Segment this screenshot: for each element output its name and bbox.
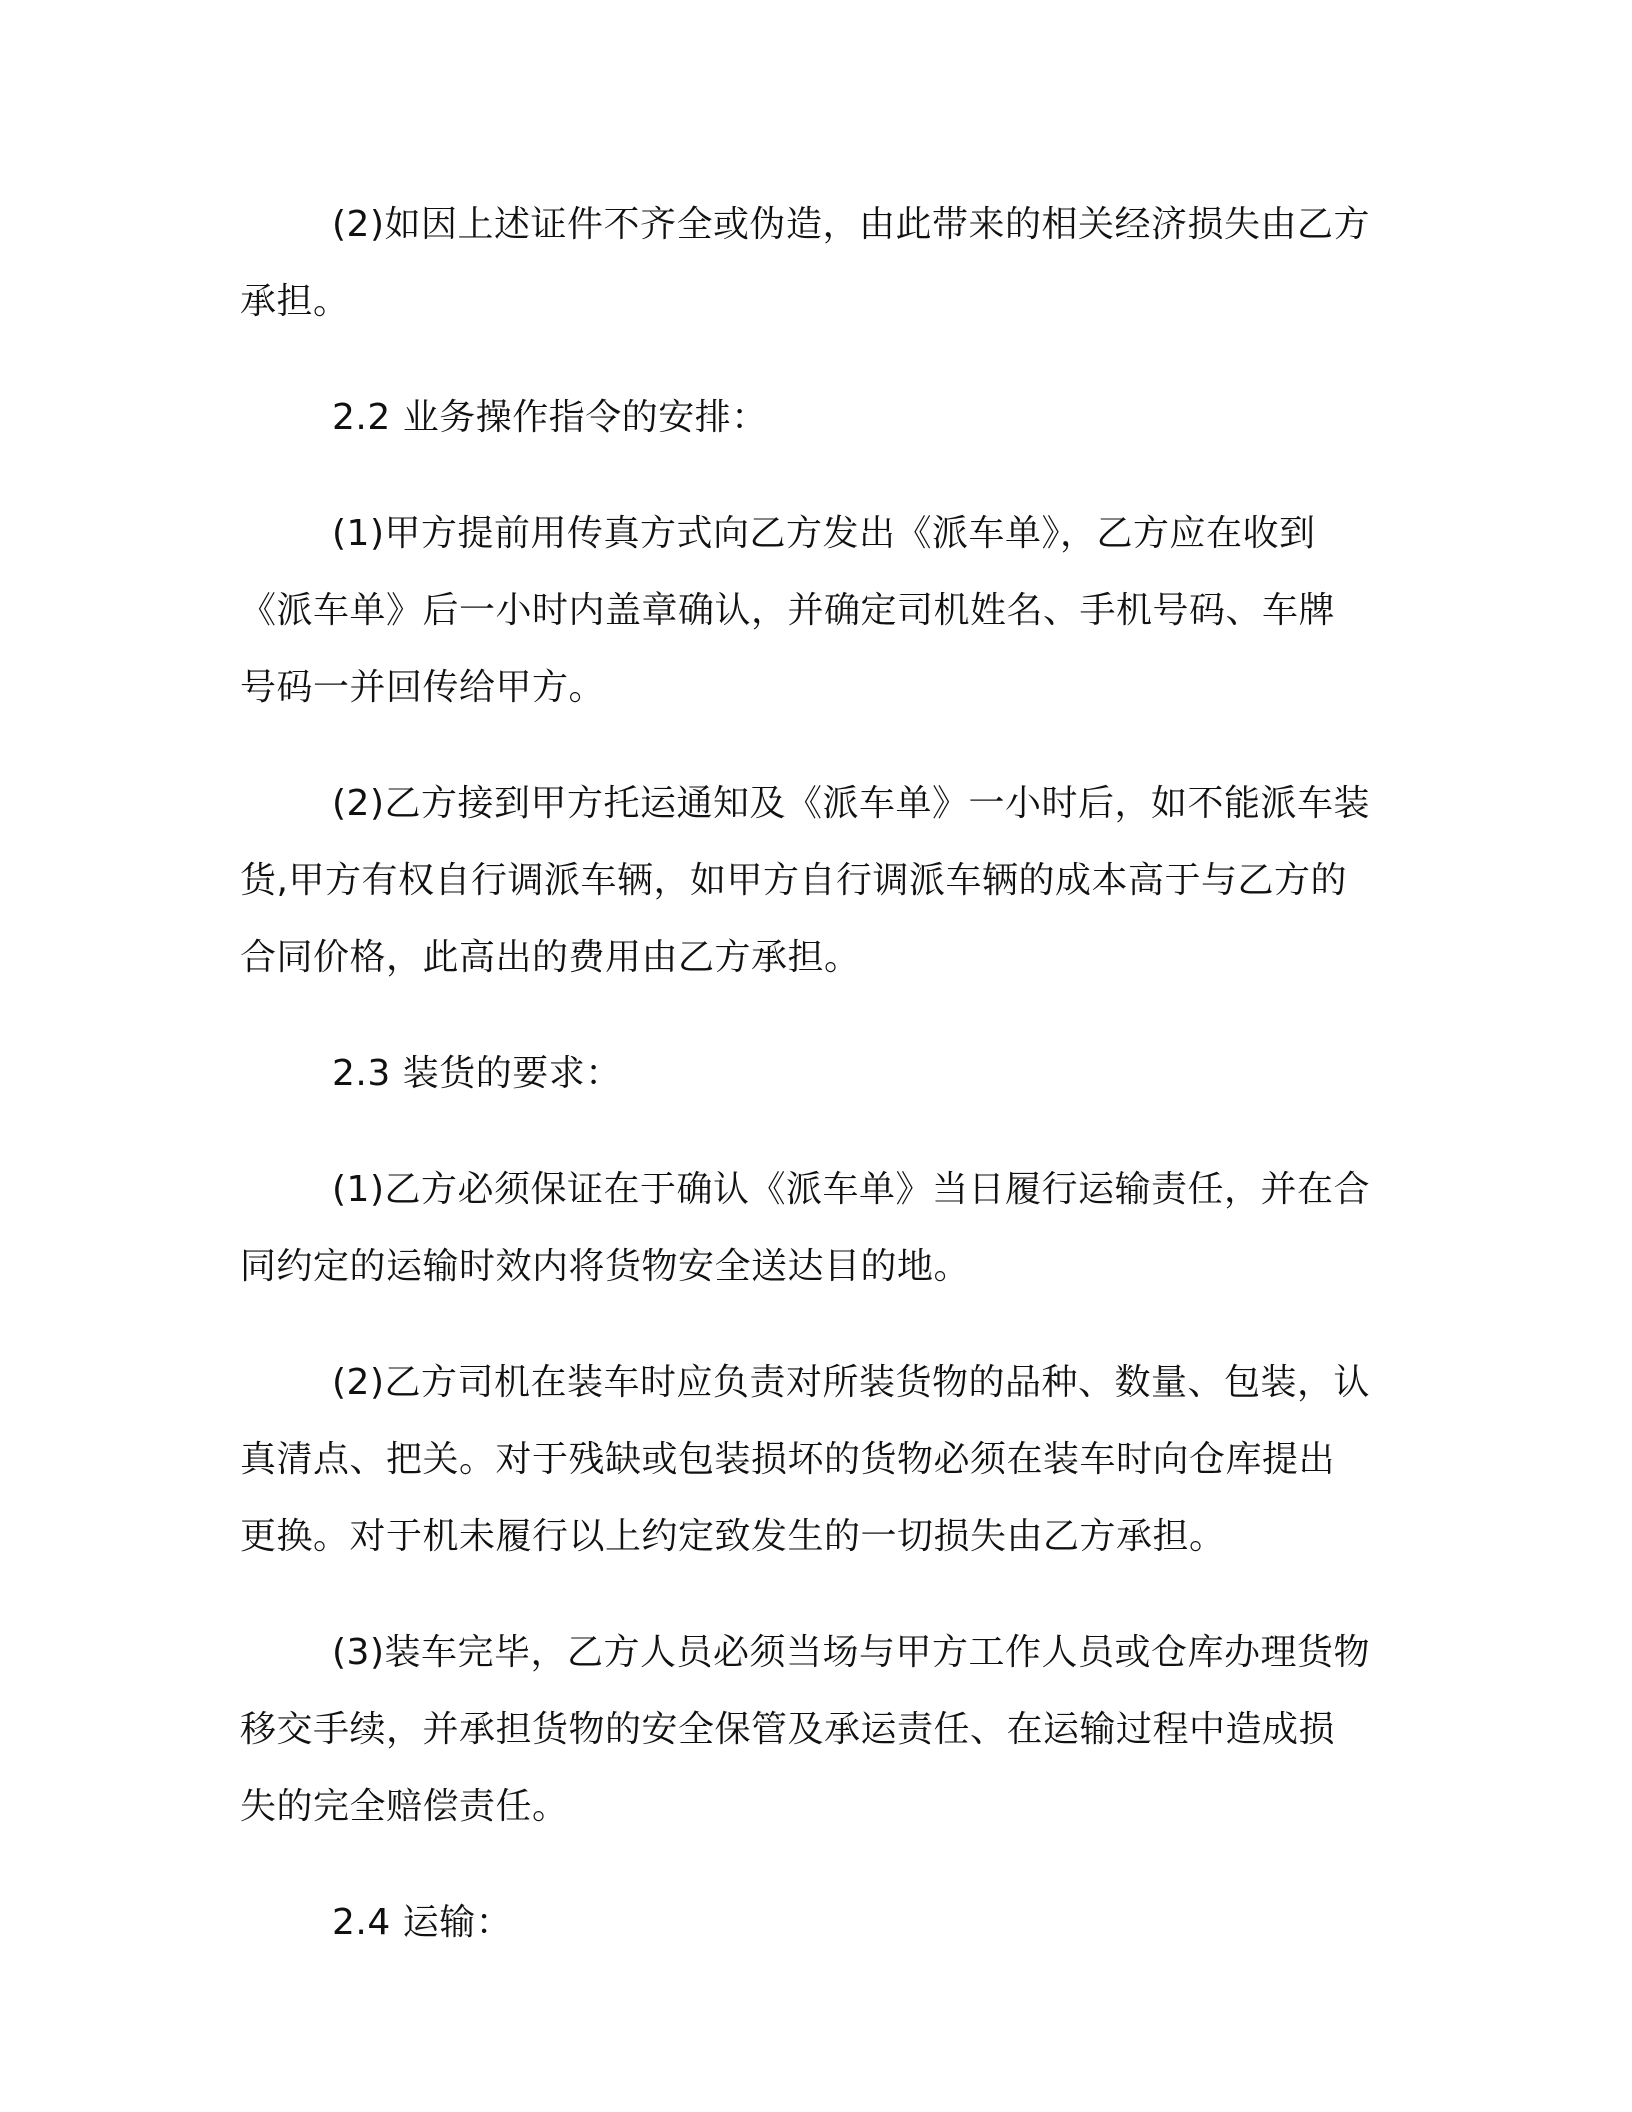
section-heading-2-4: 2.4 运输： (332, 1902, 513, 1943)
text-line: (2)乙方司机在装车时应负责对所装货物的品种、数量、包装，认 (332, 1362, 1370, 1403)
paragraph-loading-inspection (240, 1344, 1390, 1575)
section-heading-2-3: 2.3 装货的要求： (332, 1053, 622, 1094)
paragraph-delivery-responsibility (240, 1151, 1390, 1305)
section-heading-2-2: 2.2 业务操作指令的安排： (332, 397, 768, 438)
paragraph-dispatch-failure (240, 765, 1390, 996)
text-line: (2)如因上述证件不齐全或伪造，由此带来的相关经济损失由乙方 (332, 204, 1370, 245)
text-line: 《派车单》后一小时内盖章确认，并确定司机姓名、手机号码、车牌 (240, 590, 1336, 631)
paragraph-handover-procedure (240, 1614, 1390, 1845)
text-line: 号码一并回传给甲方。 (240, 667, 606, 708)
text-line: 更换。对于机未履行以上约定致发生的一切损失由乙方承担。 (240, 1516, 1226, 1557)
text-line: 承担。 (240, 281, 350, 322)
text-line: 真清点、把关。对于残缺或包装损坏的货物必须在装车时向仓库提出 (240, 1439, 1336, 1480)
text-line: (3)装车完毕，乙方人员必须当场与甲方工作人员或仓库办理货物 (332, 1632, 1370, 1673)
text-line: 移交手续，并承担货物的安全保管及承运责任、在运输过程中造成损 (240, 1709, 1336, 1750)
text-line: 合同价格，此高出的费用由乙方承担。 (240, 937, 861, 978)
text-line: (2)乙方接到甲方托运通知及《派车单》一小时后，如不能派车装 (332, 783, 1370, 824)
text-line: 货,甲方有权自行调派车辆，如甲方自行调派车辆的成本高于与乙方的 (240, 860, 1347, 901)
text-line: (1)乙方必须保证在于确认《派车单》当日履行运输责任，并在合 (332, 1169, 1370, 1210)
paragraph-dispatch-order-fax (240, 495, 1390, 726)
paragraph-certificates-liability (240, 186, 1390, 340)
document-body (240, 186, 1390, 2000)
text-line: 同约定的运输时效内将货物安全送达目的地。 (240, 1246, 971, 1287)
text-line: (1)甲方提前用传真方式向乙方发出《派车单》，乙方应在收到 (332, 513, 1316, 554)
text-line: 失的完全赔偿责任。 (240, 1786, 569, 1827)
